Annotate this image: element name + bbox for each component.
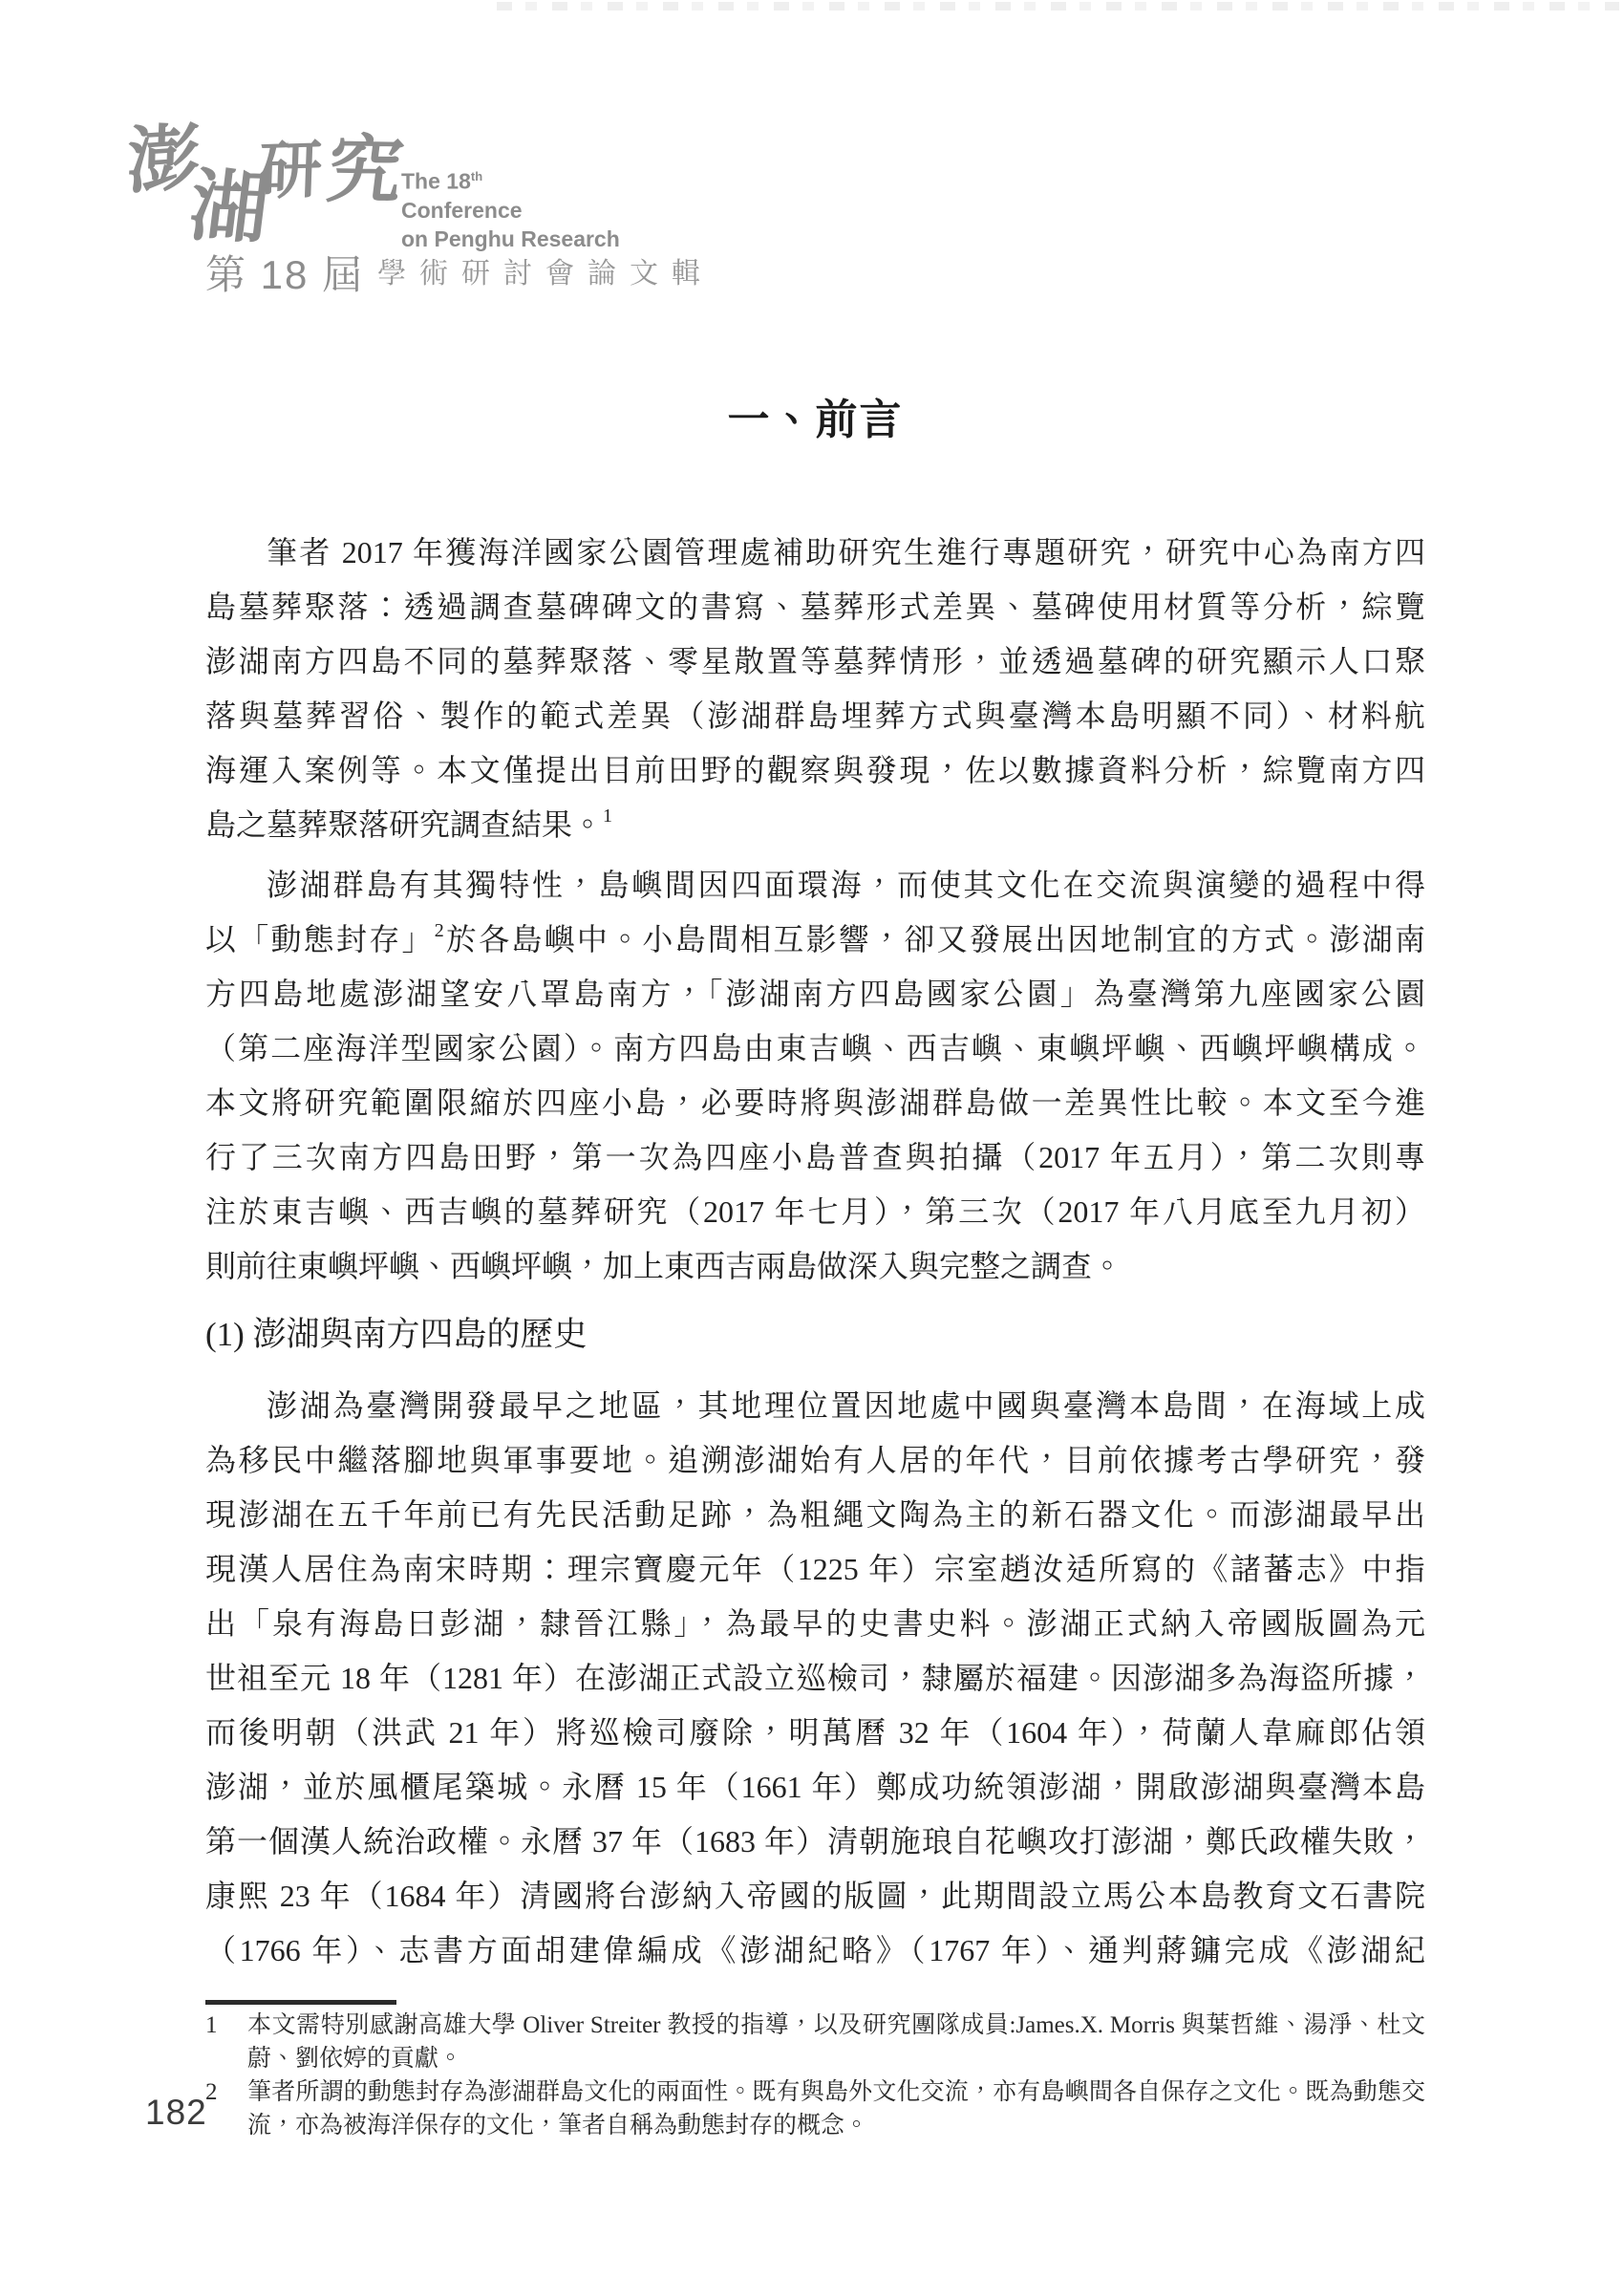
text-line: 本文將研究範圍限縮於四座小島，必要時將與澎湖群島做一差異性比較。本文至今進: [205, 1085, 1425, 1120]
footnote-text: 本文需特別感謝高雄大學 Oliver Streiter 教授的指導，以及研究團隊成員:James.X. Morris 與葉哲維、湯淨、杜文蔚、劉依婷的貢獻。: [247, 2012, 1425, 2072]
conference-name-line2: Conference: [401, 197, 523, 223]
footnote-2: [205, 2075, 1425, 2142]
footnote-number: 1: [205, 2012, 218, 2038]
section-title: 一、前言: [727, 397, 904, 443]
logo-calligraphy-char: 湖: [184, 162, 274, 253]
text-line: 澎湖南方四島不同的墓葬聚落、零星散置等墓葬情形，並透過墓碑的研究顯示人口聚: [205, 644, 1425, 678]
footnotes: [205, 2009, 1425, 2142]
text-line: 島之墓葬聚落研究調查結果。$^1$: [205, 806, 613, 842]
conference-name-english: [401, 162, 650, 253]
paragraph-1: [205, 526, 1425, 852]
footnote-reference-2: 2: [434, 920, 444, 941]
text-line: 而後明朝（洪武 21 年）將巡檢司廢除，明萬曆 32 年（1604 年），荷蘭人韋麻郎佔領: [205, 1715, 1425, 1750]
text-line: （1766 年）、志書方面胡建偉編成《澎湖紀略》（1767 年）、通判蔣鏞完成《澎湖紀: [205, 1933, 1425, 1967]
article-body: [205, 392, 1425, 2142]
paragraph-3: [205, 1379, 1425, 1978]
footnote-1: [205, 2009, 1425, 2075]
conference-logo: [91, 81, 715, 306]
subsection-heading: (1) 澎湖與南方四島的歷史: [205, 1316, 588, 1353]
text-line: 注於東吉嶼、西吉嶼的墓葬研究（2017 年七月），第三次（2017 年八月底至九月初）: [205, 1194, 1425, 1229]
text-line: 第一個漢人統治政權。永曆 37 年（1683 年）清朝施琅自花嶼攻打澎湖，鄭氏政權失敗，: [205, 1824, 1425, 1859]
text-line: 方四島地處澎湖望安八罩島南方，「澎湖南方四島國家公園」為臺灣第九座國家公園: [205, 977, 1425, 1011]
conference-edition-en: The 18th: [401, 168, 483, 194]
paragraph-2: [205, 858, 1425, 1294]
text-line: （第二座海洋型國家公園）。南方四島由東吉嶼、西吉嶼、東嶼坪嶼、西嶼坪嶼構成。: [205, 1031, 1425, 1065]
text-line: 海運入案例等。本文僅提出目前田野的觀察與發現，佐以數據資料分析，綜覽南方四: [205, 753, 1425, 787]
text-line: 康熙 23 年（1684 年）清國將台澎納入帝國的版圖，此期間設立馬公本島教育文石書院: [205, 1879, 1425, 1913]
text-line: 島墓葬聚落：透過調查墓碑碑文的書寫、墓葬形式差異、墓碑使用材質等分析，綜覽: [205, 590, 1425, 624]
logo-calligraphy-char: 澎: [125, 118, 202, 204]
footnote-separator: [205, 2000, 396, 2005]
text-line: 澎湖為臺灣開發最早之地區，其地理位置因地處中國與臺灣本島間，在海域上成: [267, 1388, 1425, 1423]
edition-number: 第 18 屆: [205, 252, 365, 297]
ordinal-suffix: th: [470, 169, 483, 183]
text-line: 出「泉有海島曰彭湖，隸晉江縣」，為最早的史書史料。澎湖正式納入帝國版圖為元: [205, 1606, 1425, 1641]
page-number: 182: [145, 2093, 207, 2132]
text-line: 為移民中繼落腳地與軍事要地。追溯澎湖始有人居的年代，目前依據考古學研究，發: [205, 1443, 1425, 1477]
logo-calligraphy-char: 究: [322, 128, 408, 213]
logo-calligraphy-char: 研: [257, 135, 324, 208]
text-line: 澎湖，並於風櫃尾築城。永曆 15 年（1661 年）鄭成功統領澎湖，開啟澎湖與臺灣本島: [205, 1770, 1425, 1804]
conference-name-line3: on Penghu Research: [401, 226, 620, 251]
proceedings-series-title: 學術研討會論文輯: [377, 258, 715, 290]
text-line: 澎湖群島有其獨特性，島嶼間因四面環海，而使其文化在交流與演變的過程中得: [267, 868, 1425, 902]
footnote-text: 筆者所謂的動態封存為澎湖群島文化的兩面性。既有與島外文化交流，亦有島嶼間各自保存之文化。既為動態交流，亦為被海洋保存的文化，筆者自稱為動態封存的概念。: [247, 2079, 1425, 2138]
footnote-reference-1: 1: [603, 806, 613, 827]
text-line: 現澎湖在五千年前已有先民活動足跡，為粗繩文陶為主的新石器文化。而澎湖最早出: [205, 1497, 1425, 1532]
text-line: 以「動態封存」$^2$於各島嶼中。小島間相互影響，卻又發展出因地制宜的方式。澎湖南: [205, 920, 1425, 956]
proceedings-subtitle: [205, 244, 714, 301]
text-line: 落與墓葬習俗、製作的範式差異（澎湖群島埋葬方式與臺灣本島明顯不同）、材料航: [205, 698, 1425, 733]
footnote-number: 2: [205, 2079, 218, 2105]
text-line: 現漢人居住為南宋時期：理宗寶慶元年（1225 年）宗室趙汝适所寫的《諸蕃志》中指: [205, 1552, 1425, 1586]
text-line: 筆者 2017 年獲海洋國家公園管理處補助研究生進行專題研究，研究中心為南方四: [267, 535, 1425, 570]
scan-bleed-artifacts: [497, 2, 1619, 11]
text-line: 行了三次南方四島田野，第一次為四座小島普查與拍攝（2017 年五月），第二次則專: [205, 1140, 1425, 1174]
text-line: 則前往東嶼坪嶼、西嶼坪嶼，加上東西吉兩島做深入與完整之調查。: [205, 1249, 1123, 1283]
text-line: 世祖至元 18 年（1281 年）在澎湖正式設立巡檢司，隸屬於福建。因澎湖多為海盜所據，: [205, 1661, 1425, 1695]
